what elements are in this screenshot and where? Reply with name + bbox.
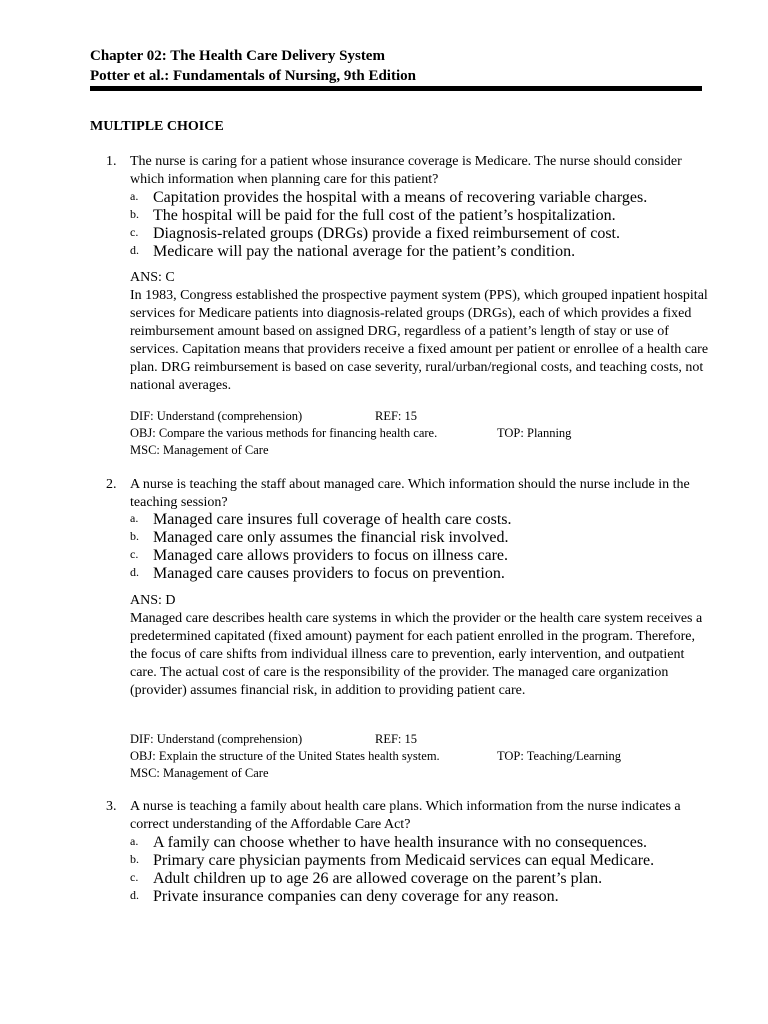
option-a[interactable] xyxy=(130,189,705,207)
option-letter: b. xyxy=(130,529,139,543)
metadata-1 xyxy=(130,408,710,459)
option-letter: c. xyxy=(130,547,139,561)
ref-label: REF: 15 xyxy=(375,409,418,423)
header-rule xyxy=(90,86,702,91)
option-text: Managed care causes providers to focus on prevention. xyxy=(153,565,505,582)
option-a[interactable] xyxy=(130,511,705,529)
option-b[interactable] xyxy=(130,207,705,225)
dif-label: DIF: Understand (comprehension) xyxy=(130,409,303,423)
option-letter: c. xyxy=(130,225,139,239)
option-letter: b. xyxy=(130,207,139,221)
option-d[interactable] xyxy=(130,565,705,583)
msc-label: MSC: Management of Care xyxy=(130,443,269,457)
option-c[interactable] xyxy=(130,870,705,888)
obj-label: OBJ: Explain the structure of the United States health system. xyxy=(130,749,440,763)
option-letter: a. xyxy=(130,189,139,203)
option-letter: d. xyxy=(130,565,139,579)
book-title: Potter et al.: Fundamentals of Nursing, 9th Edition xyxy=(90,68,416,84)
option-text: Capitation provides the hospital with a means of recovering variable charges. xyxy=(153,189,648,206)
option-b[interactable] xyxy=(130,529,705,547)
question-number: 1. xyxy=(106,154,117,169)
option-letter: d. xyxy=(130,243,139,257)
option-b[interactable] xyxy=(130,852,705,870)
section-title: MULTIPLE CHOICE xyxy=(90,119,224,134)
option-letter: b. xyxy=(130,852,139,866)
option-text: Private insurance companies can deny coverage for any reason. xyxy=(153,888,559,905)
ref-label: REF: 15 xyxy=(375,732,418,746)
question-number: 3. xyxy=(106,799,117,814)
answer-block-2 xyxy=(130,592,710,700)
option-text: Managed care allows providers to focus on illness care. xyxy=(153,547,508,564)
option-letter: a. xyxy=(130,511,139,525)
option-c[interactable] xyxy=(130,225,705,243)
answer-key: ANS: C xyxy=(130,270,175,285)
option-letter: d. xyxy=(130,888,139,902)
metadata-2 xyxy=(130,731,710,782)
option-text: Primary care physician payments from Medicaid services can equal Medicare. xyxy=(153,852,655,869)
chapter-title: Chapter 02: The Health Care Delivery System xyxy=(90,48,385,64)
option-text: Adult children up to age 26 are allowed coverage on the parent’s plan. xyxy=(153,870,603,887)
option-text: Managed care insures full coverage of health care costs. xyxy=(153,511,512,528)
document-header xyxy=(90,46,702,86)
question-stem: The nurse is caring for a patient whose insurance coverage is Medicare. The nurse should consider which information when planning care for this patient? xyxy=(130,154,682,187)
top-label: TOP: Teaching/Learning xyxy=(497,749,621,763)
option-text: The hospital will be paid for the full cost of the patient’s hospitalization. xyxy=(153,207,616,224)
option-c[interactable] xyxy=(130,547,705,565)
question-number: 2. xyxy=(106,477,117,492)
dif-label: DIF: Understand (comprehension) xyxy=(130,732,303,746)
answer-block-1 xyxy=(130,269,710,395)
option-text: Diagnosis-related groups (DRGs) provide a fixed reimbursement of cost. xyxy=(153,225,620,242)
option-letter: a. xyxy=(130,834,139,848)
question-1-options xyxy=(130,189,705,261)
option-text: Medicare will pay the national average for the patient’s condition. xyxy=(153,243,576,260)
option-d[interactable] xyxy=(130,243,705,261)
rationale: Managed care describes health care systems in which the provider or the health care system receives a predetermined capitated (fixed amount) payment for each patient enrolled in the program. Therefore, the focus of care shifts from individual illness care to prevention, early intervention, and outpatient care. The actual cost of care is the responsibility of the provider. The managed care organization (provider) assumes financial risk, in addition to providing patient care. xyxy=(130,611,703,698)
rationale: In 1983, Congress established the prospective payment system (PPS), which grouped inpatient hospital services for Medicare patients into diagnosis-related groups (DRGs), each of which provides a fixed reimbursement amount based on assigned DRG, regardless of a patient’s length of stay or use of services. Capitation means that providers receive a fixed amount per patient or enrollee of a health care plan. DRG reimbursement is based on case severity, rural/urban/regional costs, and teaching costs, not national averages. xyxy=(130,288,709,393)
question-stem: A nurse is teaching a family about health care plans. Which information from the nurse indicates a correct understanding of the Affordable Care Act? xyxy=(130,799,681,832)
obj-label: OBJ: Compare the various methods for financing health care. xyxy=(130,426,438,440)
msc-label: MSC: Management of Care xyxy=(130,766,269,780)
question-stem: A nurse is teaching the staff about managed care. Which information should the nurse include in the teaching session? xyxy=(130,477,690,510)
question-3-options xyxy=(130,834,705,906)
option-letter: c. xyxy=(130,870,139,884)
answer-key: ANS: D xyxy=(130,593,176,608)
option-text: Managed care only assumes the financial risk involved. xyxy=(153,529,509,546)
question-2-options xyxy=(130,511,705,583)
option-text: A family can choose whether to have health insurance with no consequences. xyxy=(153,834,648,851)
top-label: TOP: Planning xyxy=(497,426,572,440)
option-d[interactable] xyxy=(130,888,705,906)
option-a[interactable] xyxy=(130,834,705,852)
